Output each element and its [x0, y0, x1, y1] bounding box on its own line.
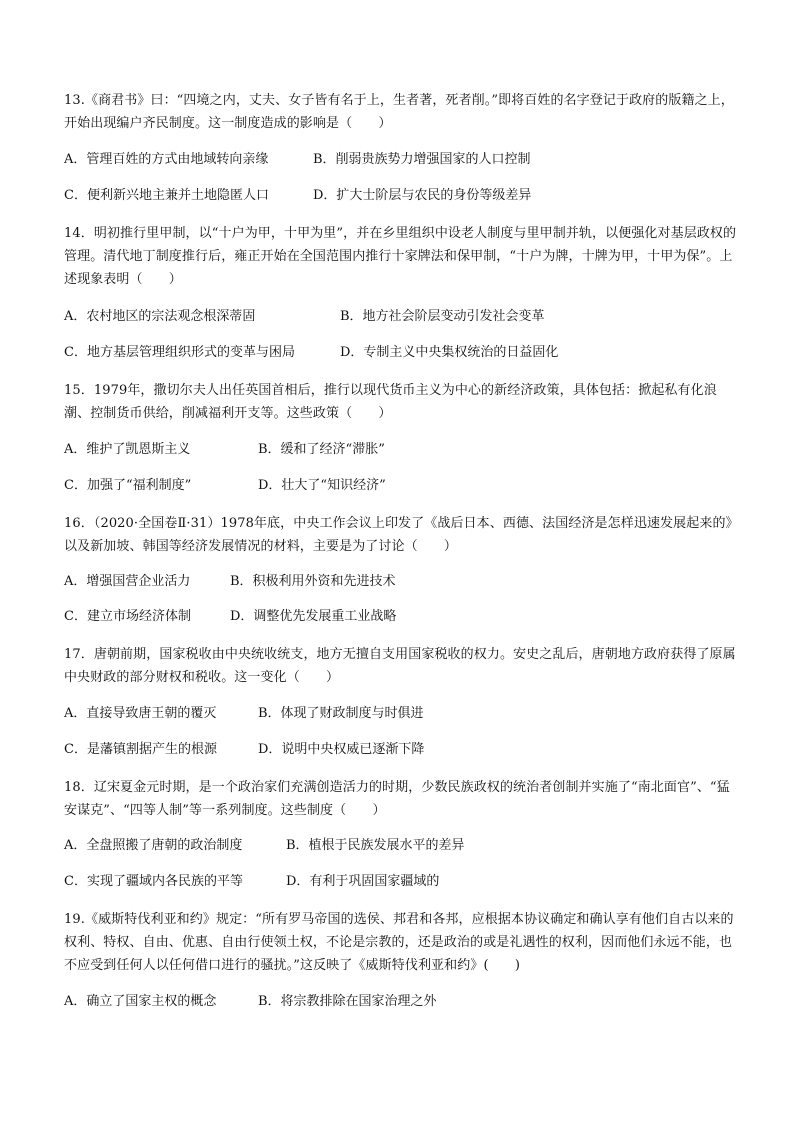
- question-18-option-b: B．植根于民族发展水平的差异: [286, 838, 465, 853]
- question-18-stem: 18．辽宋夏金元时期，是一个政治家们充满创造活力的时期，少数民族政权的统治者创制并实施了“南北面官”、“猛安谋克”、“四等人制”等一系列制度。这些制度（ ）: [64, 780, 730, 818]
- question-19-stem: 19.《威斯特伐利亚和约》规定：“所有罗马帝国的选侯、邦君和各邦，应根据本协议确定和确认享有他们自古以来的权利、特权、自由、优惠、自由行使领土权，不论是宗教的，还是政治的或是礼遇性的权利，因而他们永远不能，也不应受到任何人以任何借口进行的骚扰。”这反映了《威斯特伐利亚和约》( ): [64, 912, 734, 973]
- question-17-stem: 17．唐朝前期，国家税收由中央统收统支，地方无擅自支用国家税收的权力。安史之乱后，唐朝地方政府获得了原属中央财政的部分财权和税收。这一变化（ ）: [64, 647, 736, 685]
- question-14-option-d: D．专制主义中央集权统治的日益固化: [340, 345, 559, 360]
- question-16-option-b: B．积极利用外资和先进技术: [230, 574, 396, 589]
- question-15-stem: 15．1979年，撒切尔夫人出任英国首相后，推行以现代货币主义为中心的新经济政策，具体包括：掀起私有化浪潮、控制货币供给，削减福利开支等。这些政策（ ）: [64, 383, 717, 421]
- question-17-option-b: B．体现了财政制度与时俱进: [258, 706, 424, 721]
- question-14-option-c: C．地方基层管理组织形式的变革与困局: [64, 345, 295, 360]
- question-15-option-a: A．维护了凯恩斯主义: [64, 442, 191, 457]
- question-16-option-c: C．建立市场经济体制: [64, 609, 191, 624]
- question-14-stem: 14．明初推行里甲制，以“十户为甲，十甲为里”，并在乡里组织中设老人制度与里甲制并轨，以便强化对基层政权的管理。清代地丁制度推行后，雍正开始在全国范围内推行十家牌法和保甲制，“十户为牌，十牌为甲，十甲为保”。上述现象表明（ ）: [64, 226, 737, 287]
- question-19-option-b: B．将宗教排除在国家治理之外: [258, 994, 437, 1009]
- question-18-option-a: A．全盘照搬了唐朝的政治制度: [64, 838, 243, 853]
- question-13-option-b: B．削弱贵族势力增强国家的人口控制: [313, 152, 531, 167]
- question-16-option-d: D．调整优先发展重工业战略: [230, 609, 397, 624]
- question-16-stem: 16．（2020·全国卷Ⅱ·31）1978年底，中央工作会议上印发了《战后日本、西德、法国经济是怎样迅速发展起来的》以及新加坡、韩国等经济发展情况的材料，主要是为了讨论（ ）: [64, 516, 739, 554]
- question-13-option-d: D．扩大士阶层与农民的身份等级差异: [313, 188, 532, 203]
- question-17-option-c: C．是藩镇割据产生的根源: [64, 742, 217, 757]
- question-15-option-b: B．缓和了经济“滞胀”: [258, 442, 385, 457]
- question-13-stem: 13.《商君书》曰：“四境之内，丈夫、女子皆有名于上，生者著，死者削。”即将百姓的名字登记于政府的版籍之上，开始出现编户齐民制度。这一制度造成的影响是（ ）: [64, 93, 734, 131]
- question-17-option-d: D．说明中央权威已逐渐下降: [258, 742, 425, 757]
- question-18-option-d: D．有利于巩固国家疆域的: [286, 874, 440, 889]
- question-13-option-c: C．便利新兴地主兼并土地隐匿人口: [64, 188, 269, 203]
- question-14-option-a: A．农村地区的宗法观念根深蒂固: [64, 309, 256, 324]
- question-19-option-a: A．确立了国家主权的概念: [64, 994, 217, 1009]
- question-15-option-c: C．加强了“福利制度”: [64, 478, 192, 493]
- question-18-option-c: C．实现了疆域内各民族的平等: [64, 874, 243, 889]
- question-16-option-a: A．增强国营企业活力: [64, 574, 191, 589]
- question-14-option-b: B．地方社会阶层变动引发社会变革: [340, 309, 545, 324]
- question-13-option-a: A．管理百姓的方式由地域转向亲缘: [64, 152, 269, 167]
- question-15-option-d: D．壮大了“知识经济”: [258, 478, 386, 493]
- question-17-option-a: A．直接导致唐王朝的覆灭: [64, 706, 217, 721]
